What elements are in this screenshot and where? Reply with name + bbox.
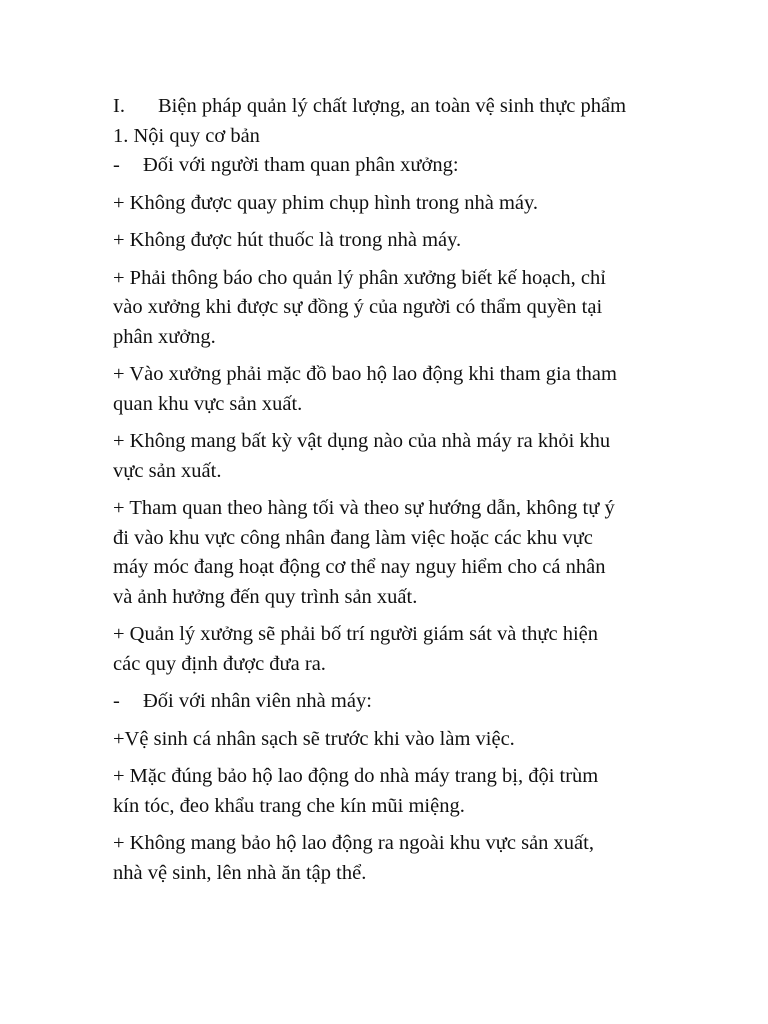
staff-section-title — [113, 687, 683, 717]
staff-title-text: Đối với nhân viên nhà máy: — [143, 690, 372, 712]
dash-marker: - — [113, 154, 120, 176]
list-item-line: quan khu vực sản xuất. — [113, 392, 303, 415]
list-item-line: phân xưởng. — [113, 325, 216, 348]
list-item-line: + Phải thông báo cho quản lý phân xưởng biết kế hoạch, chỉ — [113, 266, 606, 289]
list-item-line: nhà vệ sinh, lên nhà ăn tập thể. — [113, 861, 367, 884]
section-heading — [113, 92, 683, 122]
list-item — [113, 620, 683, 679]
list-item-line: +Vệ sinh cá nhân sạch sẽ trước khi vào làm việc. — [113, 727, 515, 750]
list-item — [113, 762, 683, 821]
list-item-line: + Không được hút thuốc là trong nhà máy. — [113, 229, 462, 251]
list-item-line: + Không mang bảo hộ lao động ra ngoài khu vực sản xuất, — [113, 832, 594, 854]
dash-marker: - — [113, 690, 120, 712]
list-item — [113, 427, 683, 486]
list-item — [113, 226, 683, 256]
list-item — [113, 829, 683, 888]
list-item-line: + Không được quay phim chụp hình trong nhà máy. — [113, 191, 539, 214]
subheading: 1. Nội quy cơ bản — [113, 124, 260, 147]
heading-text: Biện pháp quản lý chất lượng, an toàn vệ sinh thực phẩm — [158, 95, 627, 117]
list-item-line: và ảnh hưởng đến quy trình sản xuất. — [113, 585, 418, 608]
list-item-line: + Mặc đúng bảo hộ lao động do nhà máy trang bị, đội trùm — [113, 765, 599, 787]
list-item — [113, 725, 683, 755]
list-item — [113, 264, 683, 353]
list-item-line: + Vào xưởng phải mặc đồ bao hộ lao động khi tham gia tham — [113, 363, 617, 385]
list-item-line: + Không mang bất kỳ vật dụng nào của nhà máy ra khỏi khu — [113, 430, 611, 452]
list-item-line: máy móc đang hoạt động cơ thể nay nguy hiểm cho cá nhân — [113, 556, 606, 578]
list-item-line: vực sản xuất. — [113, 459, 222, 482]
document-page — [113, 92, 683, 888]
list-item-line: đi vào khu vực công nhân đang làm việc hoặc các khu vực — [113, 526, 593, 549]
list-item-line: các quy định được đưa ra. — [113, 652, 326, 675]
heading-number: I. — [113, 95, 125, 117]
list-item-line: + Quản lý xưởng sẽ phải bố trí người giám sát và thực hiện — [113, 623, 599, 645]
list-item-line: + Tham quan theo hàng tối và theo sự hướng dẫn, không tự ý — [113, 497, 615, 519]
list-item-line: vào xưởng khi được sự đồng ý của người có thẩm quyền tại — [113, 296, 603, 318]
list-item-line: kín tóc, đeo khẩu trang che kín mũi miệng. — [113, 794, 465, 817]
visitors-section-title — [113, 151, 683, 181]
list-item — [113, 189, 683, 219]
visitors-title-text: Đối với người tham quan phân xưởng: — [143, 154, 459, 176]
list-item — [113, 360, 683, 419]
list-item — [113, 494, 683, 612]
